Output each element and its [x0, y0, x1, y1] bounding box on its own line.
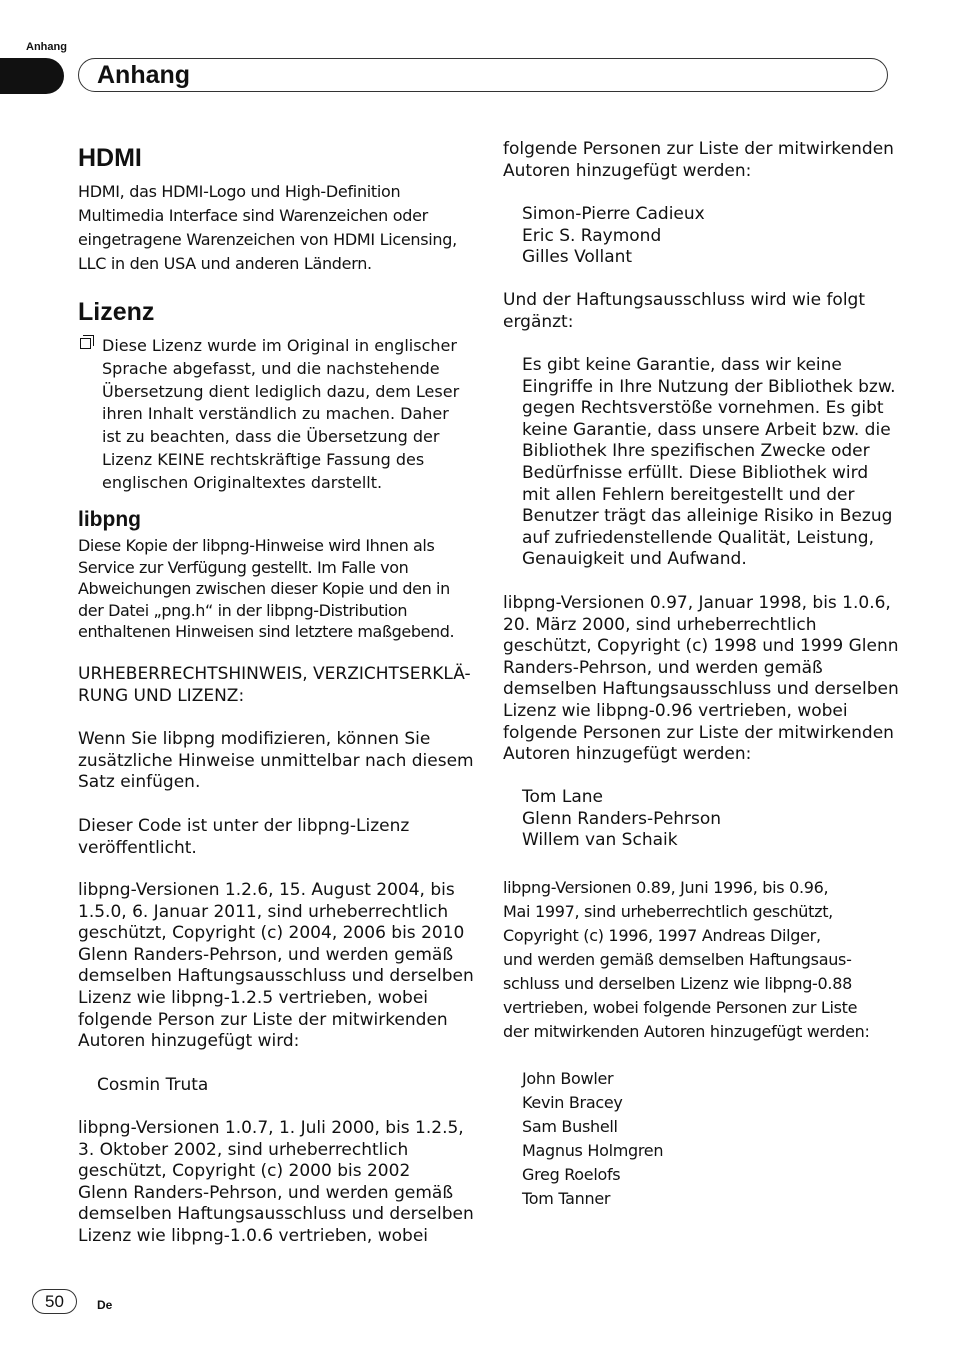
copyright-heading	[78, 664, 471, 707]
text-line: veröffentlicht.	[78, 837, 197, 858]
text-line: libpng-Versionen 1.2.6, 15. August 2004, bis	[78, 880, 455, 900]
version-097-paragraph	[503, 593, 899, 766]
author-name: Glenn Randers-Pehrson	[522, 808, 722, 829]
text-line: Bibliothek Ihre spezifischen Zwecke oder	[522, 441, 870, 462]
author-name: Willem van Schaik	[522, 830, 678, 851]
text-line: Glenn Randers-Pehrson, und werden gemäß	[78, 1182, 454, 1203]
text-line: folgende Person zur Liste der mitwirkenden	[78, 1009, 448, 1030]
version-107-paragraph	[78, 1118, 474, 1248]
text-line: und werden gemäß demselben Haftungsaus-	[503, 950, 852, 969]
author-name: Eric S. Raymond	[522, 225, 662, 246]
text-line: Lizenz wie libpng-0.96 vertrieben, wobei	[503, 700, 848, 721]
text-line: auf zufriedenstellende Qualität, Leistung,	[522, 527, 874, 548]
text-line: Service zur Verfügung gestellt. Im Falle von	[78, 557, 409, 577]
text-line: Abweichungen zwischen dieser Kopie und den in	[78, 579, 450, 599]
text-line: geschützt, Copyright (c) 2000 bis 2002	[78, 1161, 411, 1182]
text-line: libpng-Versionen 0.89, Juni 1996, bis 0.96,	[503, 878, 829, 897]
text-line: Autoren hinzugefügt wird:	[78, 1031, 300, 1052]
text-line: Benutzer trägt das alleinige Risiko in Bezug	[522, 506, 893, 527]
version-107-authors	[503, 204, 705, 269]
text-line: Diese Lizenz wurde im Original in englischer	[102, 336, 457, 355]
text-line: folgende Personen zur Liste der mitwirkenden	[503, 139, 894, 159]
text-line: Wenn Sie libpng modifizieren, können Sie	[78, 729, 431, 749]
page-language: De	[97, 1298, 113, 1312]
version-097-authors	[503, 787, 721, 852]
author-name: Sam Bushell	[522, 1117, 618, 1136]
author-name: Tom Lane	[522, 787, 603, 807]
author-name: Magnus Holmgren	[522, 1141, 664, 1160]
top-section-label: Anhang	[26, 41, 67, 53]
text-line: zusätzliche Hinweise unmittelbar nach diesem	[78, 750, 474, 771]
modify-paragraph	[78, 729, 474, 794]
page-number: 50	[32, 1289, 77, 1314]
text-line: 20. März 2000, sind urheberrechtlich	[503, 614, 817, 635]
text-line: ergänzt:	[503, 311, 574, 332]
text-line: Genauigkeit und Aufwand.	[522, 549, 747, 570]
text-line: mit allen Fehlern bereitgestellt und der	[522, 484, 855, 505]
text-line: der mitwirkenden Autoren hinzugefügt werden:	[503, 1022, 870, 1041]
text-line: Eingriffe in Ihre Nutzung der Bibliothek bzw.	[522, 376, 896, 397]
author-name: Tom Tanner	[522, 1189, 611, 1208]
text-line: Es gibt keine Garantie, dass wir keine	[522, 355, 842, 375]
text-line: Satz einfügen.	[78, 772, 201, 793]
text-line: 1.5.0, 6. Januar 2011, sind urheberrechtlich	[78, 901, 449, 922]
text-line: der Datei „png.h“ in der libpng-Distribution	[78, 600, 408, 620]
text-line: Mai 1997, sind urheberrechtlich geschützt,	[503, 902, 833, 921]
text-line: Lizenz KEINE rechtskräftige Fassung des	[102, 449, 425, 469]
text-line: Und der Haftungsausschluss wird wie folgt	[503, 290, 866, 310]
text-line: folgende Personen zur Liste der mitwirkenden	[503, 722, 894, 743]
text-line: eingetragene Warenzeichen von HDMI Licensing,	[78, 230, 457, 249]
libpng-heading: libpng	[78, 508, 141, 531]
text-line: Bedürfnisse erfüllt. Diese Bibliothek wird	[522, 462, 869, 483]
text-line: ihren Inhalt verständlich zu machen. Daher	[102, 404, 449, 424]
version-126-paragraph	[78, 880, 474, 1053]
disclaimer-paragraph	[503, 355, 896, 571]
text-line: HDMI, das HDMI-Logo und High-Definition	[78, 182, 401, 201]
version-089-authors	[503, 1067, 663, 1211]
text-line: englischen Originaltextes darstellt.	[102, 472, 383, 492]
text-line: 3. Oktober 2002, sind urheberrechtlich	[78, 1139, 409, 1160]
hdmi-heading: HDMI	[78, 144, 142, 172]
author-name: Simon-Pierre Cadieux	[522, 204, 705, 224]
text-line: libpng-Versionen 1.0.7, 1. Juli 2000, bis 1.2.5,	[78, 1118, 464, 1138]
version-089-paragraph	[503, 876, 870, 1044]
text-line: Randers-Pehrson, und werden gemäß	[503, 657, 823, 678]
text-line: geschützt, Copyright (c) 2004, 2006 bis 2010	[78, 923, 465, 944]
text-line: Autoren hinzugefügt werden:	[503, 744, 752, 765]
text-line: vertrieben, wobei folgende Personen zur Liste	[503, 998, 858, 1017]
libpng-intro	[78, 535, 454, 643]
text-line: geschützt, Copyright (c) 1998 und 1999 Glenn	[503, 636, 899, 657]
text-line: Autoren hinzugefügt werden:	[503, 160, 752, 181]
text-line: Lizenz wie libpng-1.0.6 vertrieben, wobei	[78, 1225, 429, 1246]
section-tab-marker	[0, 58, 64, 94]
disclaimer-intro	[503, 290, 865, 333]
text-line: Übersetzung dient lediglich dazu, dem Leser	[102, 381, 460, 401]
text-line: Diese Kopie der libpng-Hinweise wird Ihnen als	[78, 536, 435, 555]
text-line: demselben Haftungsausschluss und derselben	[503, 679, 899, 700]
text-line: Sprache abgefasst, und die nachstehende	[102, 358, 440, 378]
text-line: libpng-Versionen 0.97, Januar 1998, bis 1.0.6,	[503, 593, 891, 613]
text-line: demselben Haftungsausschluss und derselben	[78, 966, 474, 987]
lizenz-heading: Lizenz	[78, 298, 155, 326]
hdmi-paragraph	[78, 180, 457, 276]
code-paragraph	[78, 816, 409, 859]
text-line: Multimedia Interface sind Warenzeichen oder	[78, 206, 428, 225]
author-name: Greg Roelofs	[522, 1165, 621, 1184]
text-line: Glenn Randers-Pehrson, und werden gemäß	[78, 944, 454, 965]
text-line: RUNG UND LIZENZ:	[78, 685, 245, 706]
text-line: Copyright (c) 1996, 1997 Andreas Dilger,	[503, 926, 821, 945]
text-line: Lizenz wie libpng-1.2.5 vertrieben, wobei	[78, 987, 429, 1008]
continued-paragraph	[503, 139, 894, 182]
text-line: URHEBERRECHTSHINWEIS, VERZICHTSERKLÄ-	[78, 664, 471, 684]
license-note	[78, 335, 473, 495]
section-title: Anhang	[97, 61, 191, 89]
author-name: Gilles Vollant	[522, 247, 633, 268]
text-line: enthaltenen Hinweisen sind letztere maßgebend.	[78, 622, 455, 642]
text-line: schluss und derselben Lizenz wie libpng-0.88	[503, 974, 852, 993]
section-header-bar	[78, 58, 888, 92]
text-line: demselben Haftungsausschluss und derselben	[78, 1204, 474, 1225]
note-checkbox-icon	[80, 338, 91, 349]
author-name: Kevin Bracey	[522, 1093, 623, 1112]
text-line: keine Garantie, dass unsere Arbeit bzw. die	[522, 419, 891, 440]
text-line: Dieser Code ist unter der libpng-Lizenz	[78, 816, 410, 836]
author-name: John Bowler	[522, 1069, 614, 1088]
version-126-authors	[78, 1075, 208, 1097]
text-line: LLC in den USA und anderen Ländern.	[78, 254, 372, 273]
text-line: gegen Rechtsverstöße vornehmen. Es gibt	[522, 398, 884, 419]
text-line: ist zu beachten, dass die Übersetzung der	[102, 427, 440, 447]
author-name: Cosmin Truta	[97, 1075, 209, 1095]
